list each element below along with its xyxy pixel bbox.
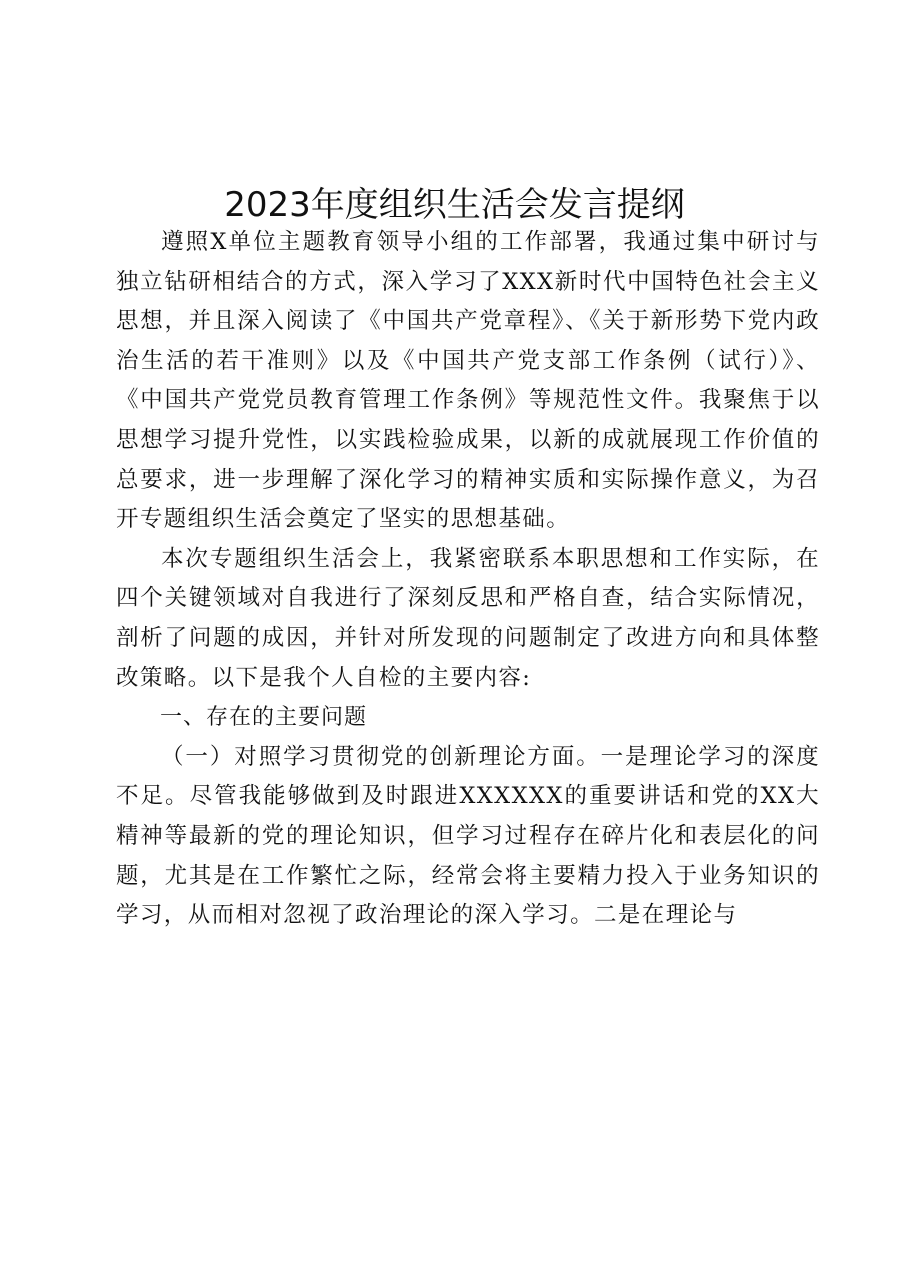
intro-paragraph-2: 本次专题组织生活会上，我紧密联系本职思想和工作实际，在四个关键领域对自我进行了深刻反思和严格自查，结合实际情况，剖析了问题的成因，并针对所发现的问题制定了改进方向和具体整改策略。以下是我个人自检的主要内容: — [116, 545, 820, 691]
section-heading: 一、存在的主要问题 — [160, 705, 368, 731]
section-paragraph-1: （一）对照学习贯彻党的创新理论方面。一是理论学习的深度不足。尽管我能够做到及时跟进XXXXXX的重要讲话和党的XX大精神等最新的党的理论知识，但学习过程存在碎片化和表层化的问题，尤其是在工作繁忙之际，经常会将主要精力投入于业务知识的学习，从而相对忽视了政治理论的深入学习。二是在理论与 — [116, 743, 820, 929]
document-title: 2023年度组织生活会发言提纲 — [224, 184, 685, 225]
document-body — [116, 223, 820, 936]
intro-paragraph-1: 遵照X单位主题教育领导小组的工作部署，我通过集中研讨与独立钻研相结合的方式，深入学习了XXX新时代中国特色社会主义思想，并且深入阅读了《中国共产党章程》、《关于新形势下党内政治生活的若干准则》以及《中国共产党支部工作条例（试行）》、《中国共产党党员教育管理工作条例》等规范性文件。我聚焦于以思想学习提升党性，以实践检验成果，以新的成就展现工作价值的总要求，进一步理解了深化学习的精神实质和实际操作意义，为召开专题组织生活会奠定了坚实的思想基础。 — [116, 229, 820, 533]
